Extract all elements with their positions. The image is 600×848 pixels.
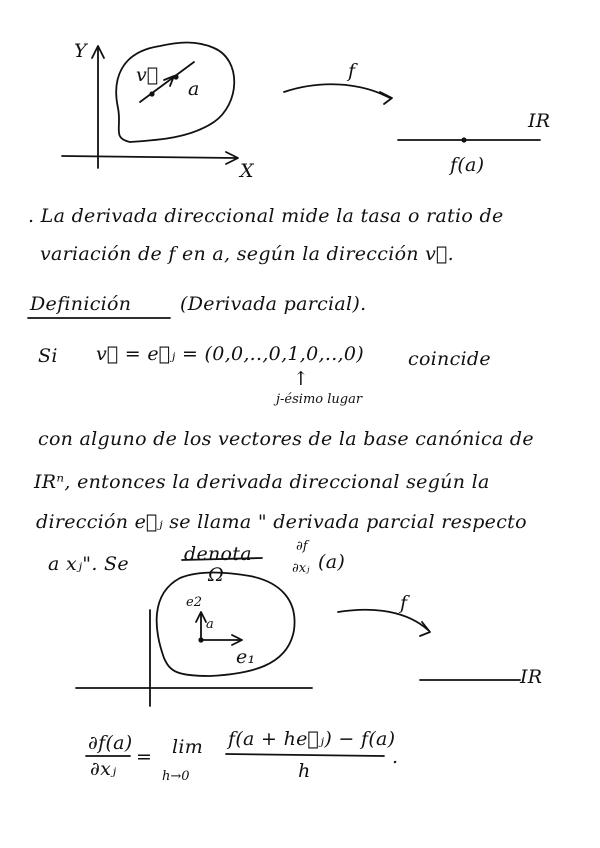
- partial-notation-den: ∂xⱼ: [292, 561, 310, 576]
- definition-subtitle: (Derivada parcial).: [180, 293, 367, 315]
- main-numerator: f(a + he⃗ⱼ) − f(a): [228, 728, 396, 750]
- main-denominator: h: [298, 760, 311, 782]
- point-a-dot: [173, 74, 178, 79]
- reals-label: IR: [528, 110, 551, 132]
- paragraph1-line1: . La derivada direccional mide la tasa o ratio de: [28, 205, 504, 227]
- f-label-2: f: [400, 592, 408, 614]
- partial-notation-tail: (a): [318, 551, 346, 573]
- definition-line-c: dirección e⃗ⱼ se llama " derivada parcial respecto: [36, 511, 527, 533]
- partial-notation-num: ∂f: [296, 539, 308, 554]
- lim-subscript: h→0: [162, 769, 190, 784]
- f-label: f: [348, 60, 356, 82]
- map-arrow-f-2: [338, 610, 428, 630]
- x-axis: [62, 156, 236, 158]
- lhs-numerator: ∂f(a): [88, 732, 133, 754]
- si-word: Si: [38, 345, 58, 367]
- j-position-label: j-ésimo lugar: [276, 392, 363, 407]
- coincide-word: coincide: [408, 348, 491, 370]
- e1-label: e₁: [236, 646, 256, 668]
- definition-line-b: IRⁿ, entonces la derivada direccional según la: [34, 471, 490, 493]
- map-arrow-f: [284, 84, 390, 98]
- main-fraction-bar: [226, 754, 384, 756]
- fa-label: f(a): [450, 154, 485, 176]
- definition-title: Definición: [30, 293, 132, 315]
- reals-label-2: IR: [520, 666, 543, 688]
- definition-line-d: a xⱼ". Se: [48, 553, 129, 575]
- equals-sign: =: [136, 746, 153, 768]
- paragraph1-line2: variación de f en a, según la dirección v⃗.: [40, 243, 454, 265]
- e2-label: e2: [186, 595, 202, 610]
- lim-word: lim: [172, 736, 204, 758]
- final-dot: .: [392, 746, 399, 768]
- point-dot-1: [149, 91, 154, 96]
- domain-blob-2: [157, 573, 295, 677]
- omega-label: Ω: [208, 564, 225, 586]
- fa-dot: [461, 137, 466, 142]
- domain-blob: [116, 43, 234, 143]
- j-arrow: ↑: [293, 368, 310, 390]
- y-axis-label: Y: [74, 40, 87, 62]
- lhs-denominator: ∂xⱼ: [90, 758, 117, 780]
- vector-v-label: v⃗: [136, 64, 159, 86]
- denota-word: denota: [184, 543, 252, 565]
- map-arrow-f-head: [380, 92, 392, 104]
- x-axis-label: X: [240, 160, 254, 182]
- point-a-label-2: a: [206, 617, 214, 632]
- definition-line-a: con alguno de los vectores de la base canónica de: [38, 428, 534, 450]
- point-a-label: a: [188, 78, 200, 100]
- basis-vector-formula: v⃗ = e⃗ⱼ = (0,0,..,0,1,0,..,0): [96, 343, 364, 365]
